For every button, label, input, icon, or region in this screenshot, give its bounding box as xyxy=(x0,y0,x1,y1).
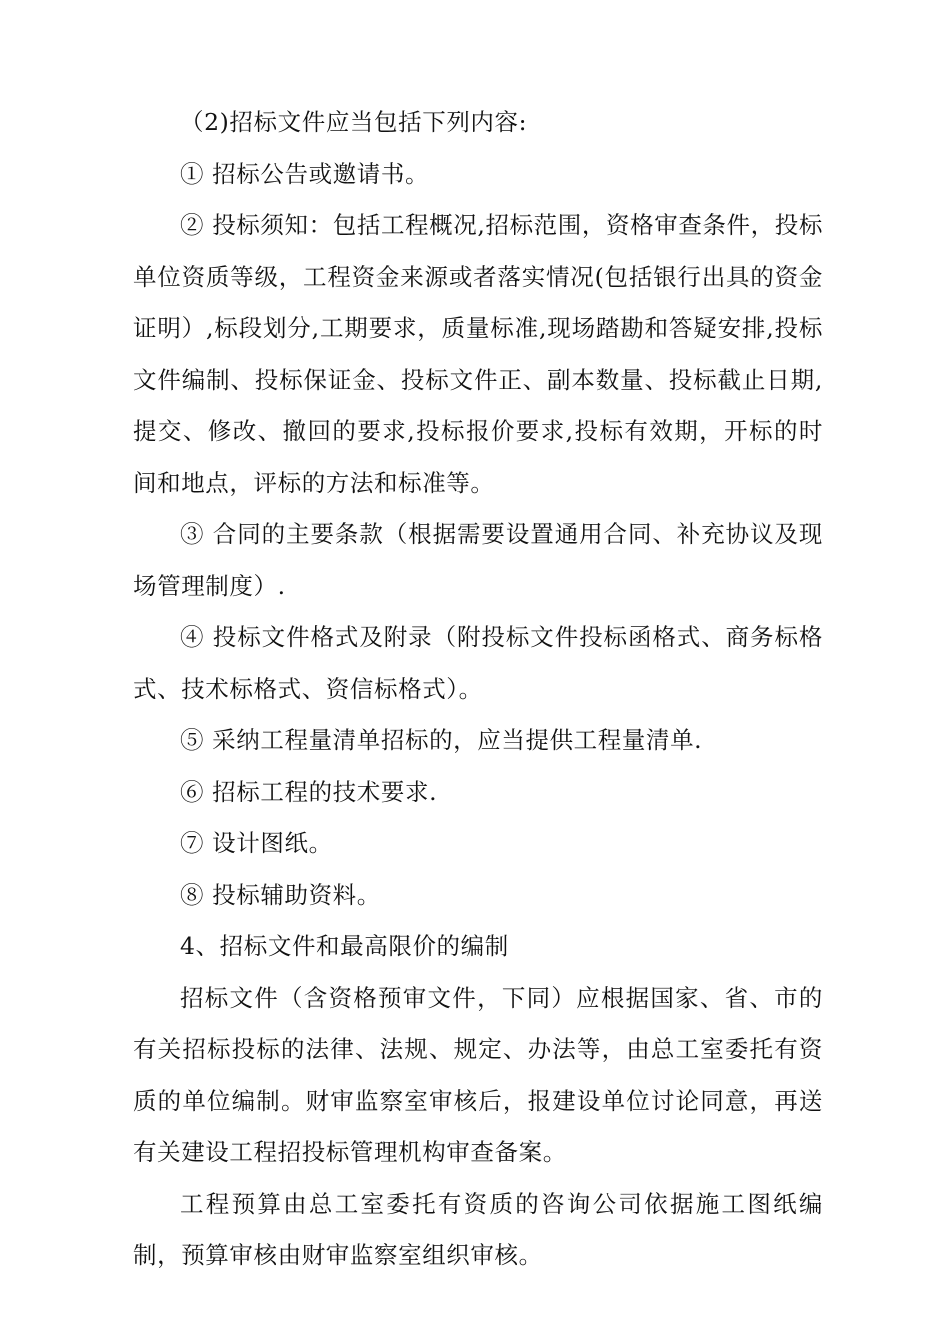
body-paragraph: 招标文件（含资格预审文件，下同）应根据国家、省、市的有关招标投标的法律、法规、规定、办法等，由总工室委托有资质的单位编制。财审监察室审核后，报建设单位讨论同意，再送有关建设工程招投标管理机构审查备案。 xyxy=(133,983,823,1166)
body-paragraph: 工程预算由总工室委托有资质的咨询公司依据施工图纸编制，预算审核由财审监察室组织审核。 xyxy=(133,1189,823,1269)
list-item-7: ⑦ 设计图纸。 xyxy=(180,829,333,857)
document-body xyxy=(133,97,823,1282)
list-item-8: ⑧ 投标辅助资料。 xyxy=(180,880,381,909)
list-item-3: ③ 合同的主要条款（根据需要设置通用合同、补充协议及现场管理制度）. xyxy=(133,520,823,600)
section-intro: （2)招标文件应当包括下列内容: xyxy=(180,108,528,136)
list-item-2: ② 投标须知：包括工程概况,招标范围，资格审查条件，投标单位资质等级，工程资金来源或者落实情况(包括银行出具的资金证明）,标段划分,工期要求，质量标准,现场踏勘和答疑安排,投标文件编制、投标保证金、投标文件正、副本数量、投标截止日期,提交、修改、撤回的要求,投标报价要求,投标有效期，开标的时间和地点，评标的方法和标准等。 xyxy=(133,211,823,497)
list-item-5: ⑤ 采纳工程量清单招标的，应当提供工程量清单. xyxy=(180,726,703,754)
list-item-4: ④ 投标文件格式及附录（附投标文件投标函格式、商务标格式、技术标格式、资信标格式）。 xyxy=(133,623,823,703)
list-item-6: ⑥ 招标工程的技术要求. xyxy=(180,777,438,806)
section-heading: 4、招标文件和最高限价的编制 xyxy=(180,932,509,960)
list-item-1: ① 招标公告或邀请书。 xyxy=(180,159,430,188)
